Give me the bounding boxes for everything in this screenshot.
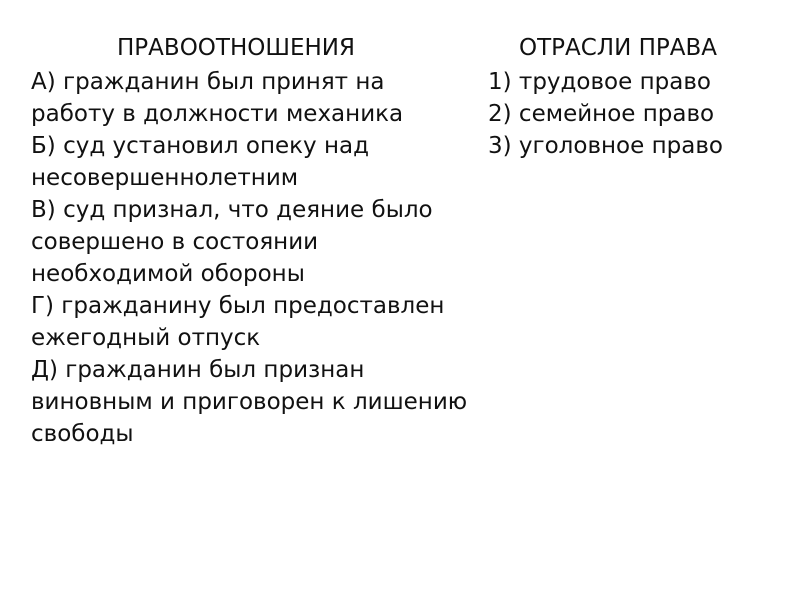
relations-header: ПРАВООТНОШЕНИЯ — [117, 35, 355, 61]
relations-list — [31, 66, 471, 450]
law-branch-item-3: 3) уголовное право — [488, 133, 723, 159]
relation-item-a: А) гражданин был принят на работу в должности механика — [31, 69, 404, 127]
relations-column — [31, 32, 471, 450]
law-branch-item-2: 2) семейное право — [488, 101, 715, 127]
relation-item-g: Г) гражданину был предоставлен ежегодный отпуск — [31, 293, 445, 351]
law-branch-item-1: 1) трудовое право — [488, 69, 711, 95]
relation-item-b: Б) суд установил опеку над несовершеннолетним — [31, 133, 370, 191]
law-branches-list — [488, 66, 778, 162]
law-branches-header: ОТРАСЛИ ПРАВА — [518, 35, 718, 61]
relation-item-v: В) суд признал, что деяние было совершено в состоянии необходимой обороны — [31, 197, 433, 287]
law-branches-column — [488, 32, 778, 162]
relation-item-d: Д) гражданин был признан виновным и приговорен к лишению свободы — [31, 357, 468, 447]
